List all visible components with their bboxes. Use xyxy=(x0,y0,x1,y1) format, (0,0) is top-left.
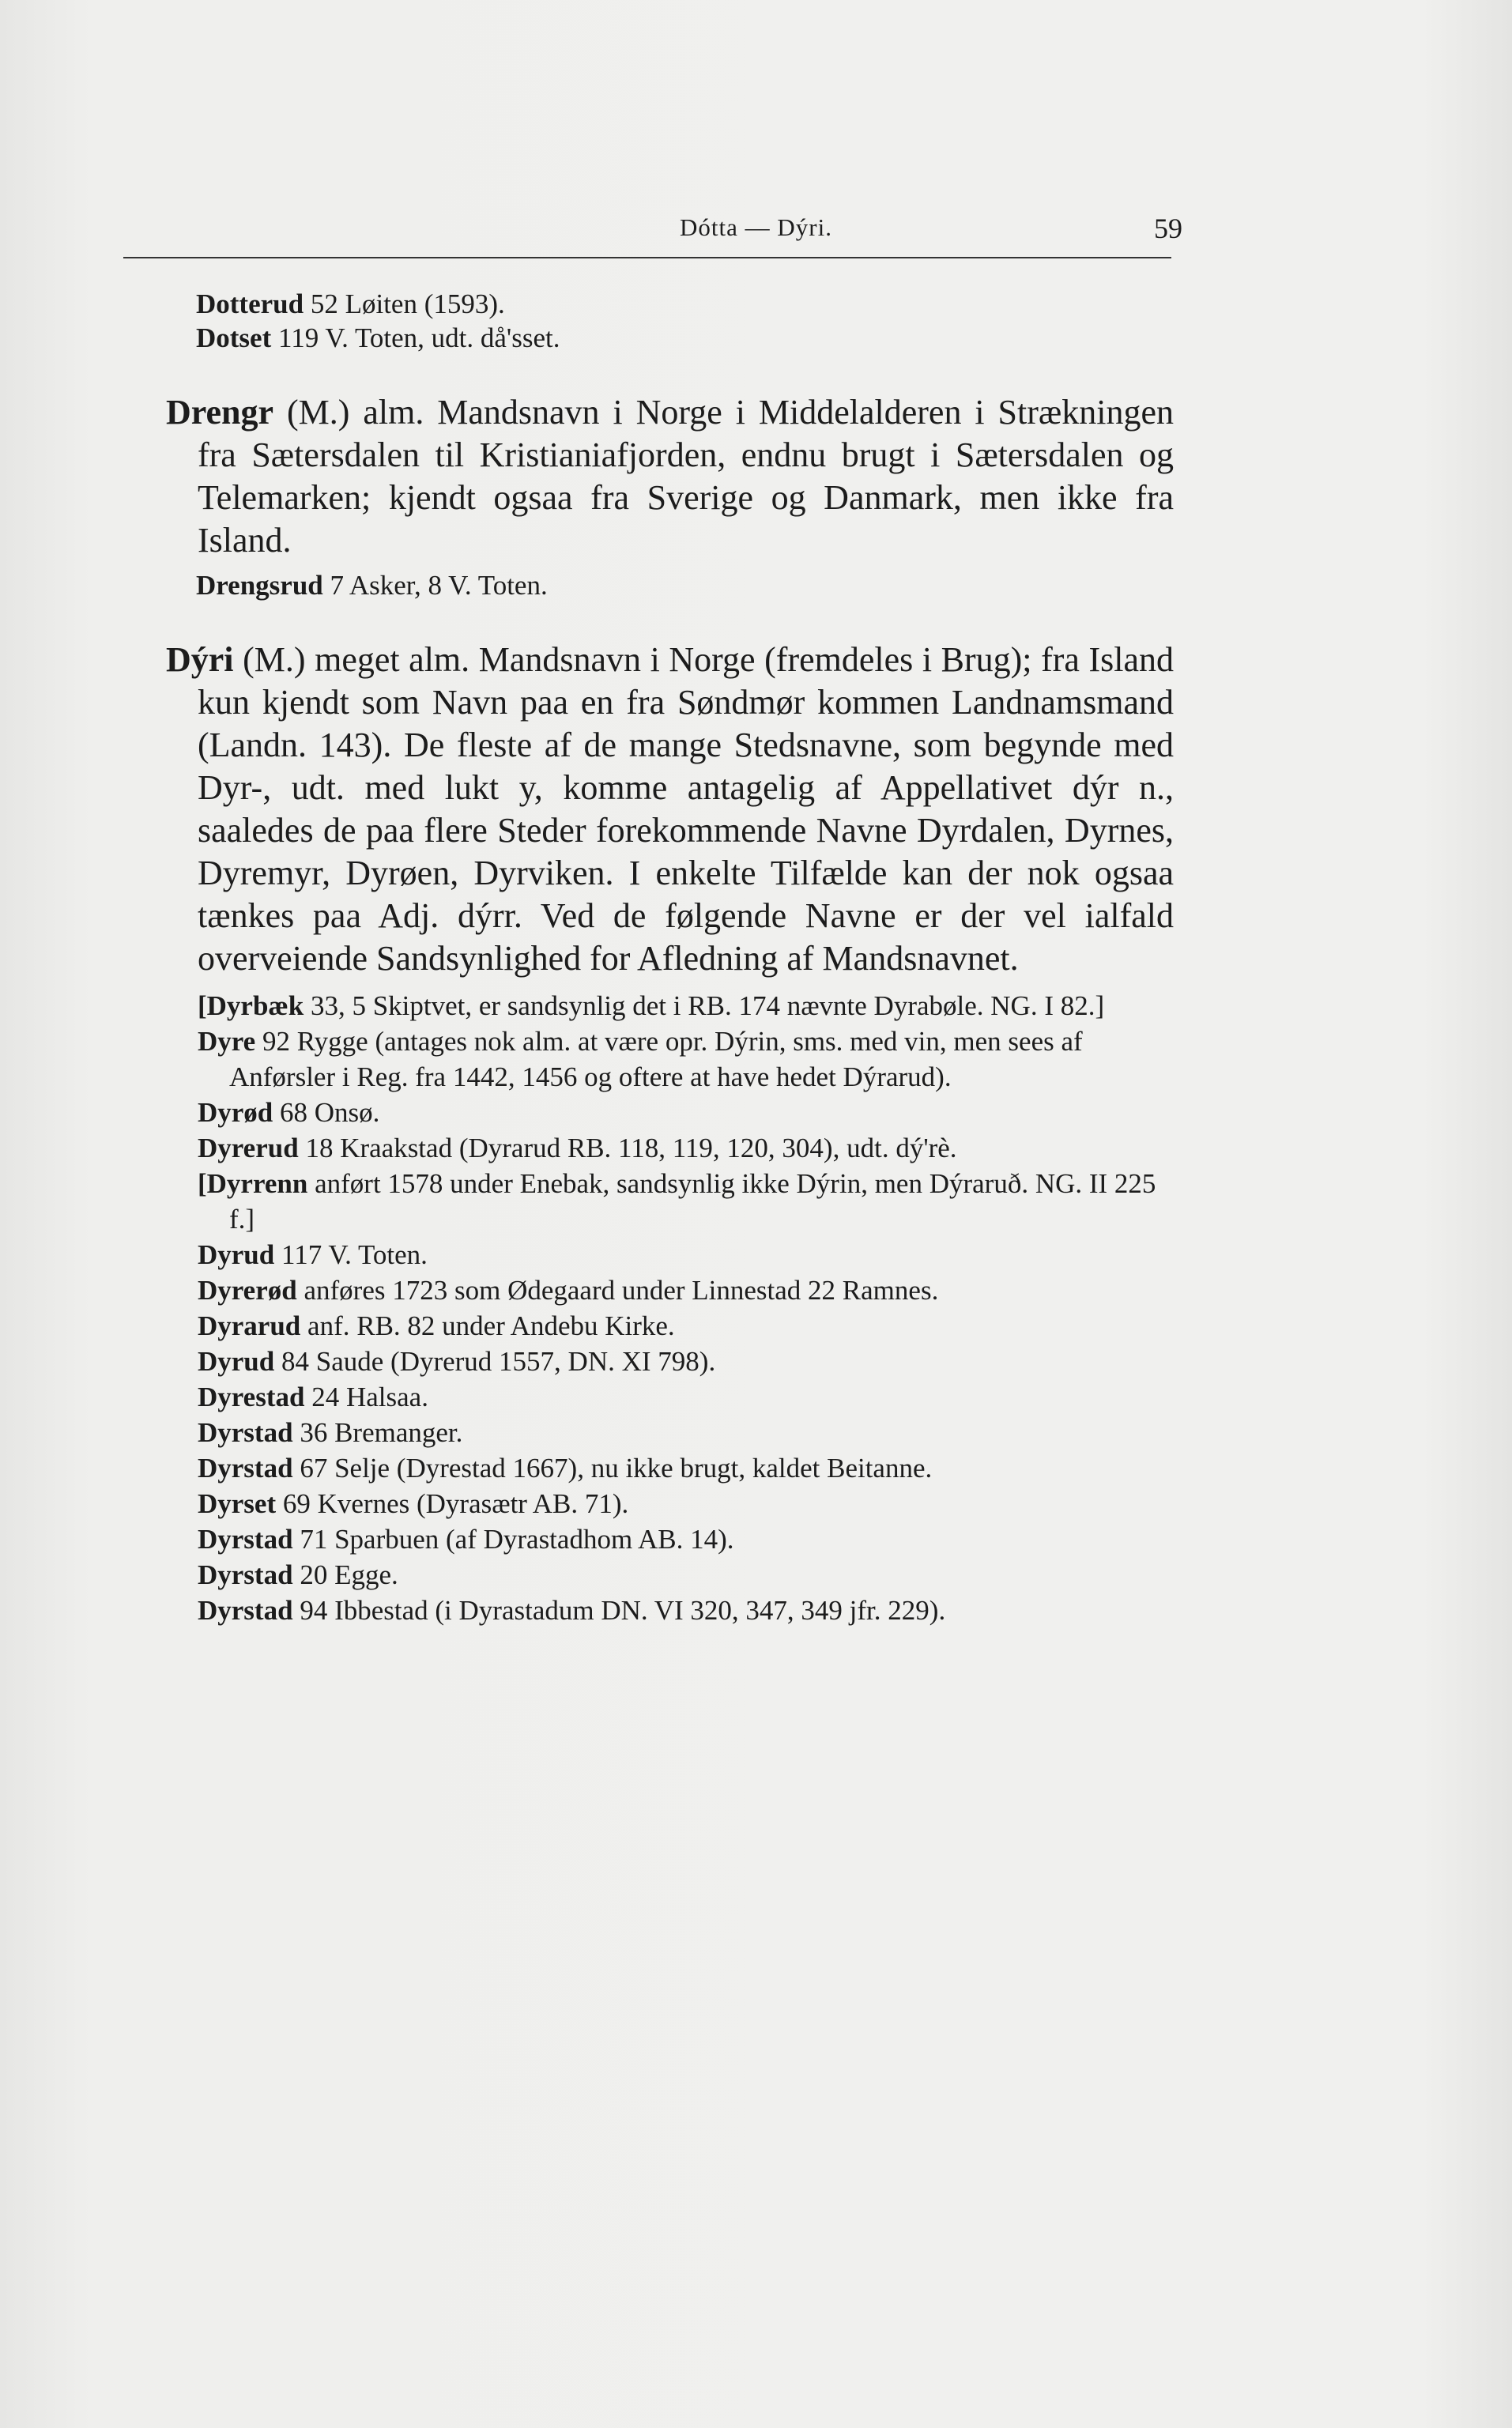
entry-text: 119 V. Toten, udt. då'sset. xyxy=(271,322,560,353)
subentry-text: 36 Bremanger. xyxy=(292,1417,463,1448)
subentry-headword: Dyrerud xyxy=(198,1133,299,1163)
subentry xyxy=(166,1521,1174,1557)
subentry-list xyxy=(166,988,1174,1628)
subentry-headword: Dyrstad xyxy=(198,1559,293,1590)
entry-dyri xyxy=(166,639,1174,980)
page-number: 59 xyxy=(1154,213,1182,244)
entry-drengsrud xyxy=(196,568,1174,602)
subentry-headword: Dyrarud xyxy=(198,1310,301,1341)
subentry-headword: Dyrstad xyxy=(198,1524,293,1555)
subentry-headword: Dyrestad xyxy=(198,1382,305,1412)
subentry-text: 117 V. Toten. xyxy=(274,1239,428,1270)
entry-text: (M.) meget alm. Mandsnavn i Norge (fremdeles i Brug); fra Island kun kjendt som Navn paa en fra Søndmør kommen Landnamsmand (Landn. 143). De fleste af de mange Stedsnavne, som begynde med Dyr-, udt. med lukt y, komme antagelig af Appellativet dýr n., saaledes de paa flere Steder forekommende Navne Dyrdalen, Dyrnes, Dyremyr, Dyrøen, Dyrviken. I enkelte Tilfælde kan der nok ogsaa tænkes paa Adj. dýrr. Ved de følgende Navne er der vel ialfald overveiende Sandsynlighed for Afledning af Mandsnavnet. xyxy=(198,640,1174,978)
entry-headword: Dýri xyxy=(166,640,234,679)
subentry-text: 69 Kvernes (Dyrasætr AB. 71). xyxy=(276,1488,629,1519)
page-body xyxy=(166,287,1174,1628)
subentry-text: 33, 5 Skiptvet, er sandsynlig det i RB. 174 nævnte Dyrabøle. NG. I 82.] xyxy=(304,990,1105,1021)
subentry-text: anført 1578 under Enebak, sandsynlig ikke Dýrin, men Dýraruð. NG. II 225 f.] xyxy=(229,1168,1156,1235)
subentry xyxy=(166,1095,1174,1130)
subentry xyxy=(166,1166,1174,1237)
subentry-headword: Dyrset xyxy=(198,1488,277,1519)
subentry xyxy=(166,1024,1174,1095)
subentry-headword: Dyrstad xyxy=(198,1595,293,1626)
subentry-headword: Dyrstad xyxy=(198,1417,293,1448)
subentry-text: 94 Ibbestad (i Dyrastadum DN. VI 320, 347, 349 jfr. 229). xyxy=(292,1595,946,1626)
subentry xyxy=(166,1237,1174,1272)
subentry xyxy=(166,1344,1174,1379)
subentry-headword: Dyrud xyxy=(198,1346,275,1377)
subentry xyxy=(166,1308,1174,1344)
subentry xyxy=(166,1272,1174,1308)
subentry-text: 71 Sparbuen (af Dyrastadhom AB. 14). xyxy=(292,1524,734,1555)
header-rule xyxy=(123,257,1171,258)
subentry-headword: Dyrstad xyxy=(198,1453,293,1484)
entry-headword: Drengr xyxy=(166,393,274,432)
subentry xyxy=(166,1130,1174,1166)
subentry xyxy=(166,1379,1174,1415)
entry-text: (M.) alm. Mandsnavn i Norge i Middelalderen i Strækningen fra Sætersdalen til Kristianiafjorden, endnu brugt i Sætersdalen og Telemarken; kjendt ogsaa fra Sverige og Danmark, men ikke fra Island. xyxy=(198,393,1174,560)
subentry xyxy=(166,988,1174,1024)
subentry-text: anf. RB. 82 under Andebu Kirke. xyxy=(300,1310,675,1341)
subentry xyxy=(166,1450,1174,1486)
subentry-text: 20 Egge. xyxy=(292,1559,398,1590)
entry-dotterud xyxy=(196,287,1174,321)
entry-drengr xyxy=(166,391,1174,562)
subentry-text: 92 Rygge (antages nok alm. at være opr. Dýrin, sms. med vin, men sees af Anførsler i Reg. fra 1442, 1456 og oftere at have hedet Dýrarud). xyxy=(229,1026,1083,1092)
subentry-headword: Dyre xyxy=(198,1026,256,1057)
subentry-text: 24 Halsaa. xyxy=(304,1382,428,1412)
subentry xyxy=(166,1593,1174,1628)
subentry-headword: Dyrød xyxy=(198,1097,273,1128)
subentry xyxy=(166,1486,1174,1521)
subentry xyxy=(166,1557,1174,1593)
entry-headword: Drengsrud xyxy=(196,570,323,601)
subentry-text: 18 Kraakstad (Dyrarud RB. 118, 119, 120, 304), udt. dý'rè. xyxy=(298,1133,957,1163)
subentry-headword: [Dyrrenn xyxy=(198,1168,308,1199)
subentry-text: 67 Selje (Dyrestad 1667), nu ikke brugt, kaldet Beitanne. xyxy=(292,1453,933,1484)
subentry xyxy=(166,1415,1174,1450)
subentry-headword: Dyrerød xyxy=(198,1275,297,1306)
entry-text: 52 Løiten (1593). xyxy=(304,288,505,319)
subentry-headword: [Dyrbæk xyxy=(198,990,304,1021)
entry-text: 7 Asker, 8 V. Toten. xyxy=(322,570,548,601)
subentry-text: 68 Onsø. xyxy=(273,1097,380,1128)
subentry-text: 84 Saude (Dyrerud 1557, DN. XI 798). xyxy=(274,1346,716,1377)
entry-dotset xyxy=(196,321,1174,355)
subentry-text: anføres 1723 som Ødegaard under Linnestad 22 Ramnes. xyxy=(296,1275,939,1306)
running-head: Dótta — Dýri. xyxy=(680,213,832,241)
entry-headword: Dotterud xyxy=(196,288,304,319)
subentry-headword: Dyrud xyxy=(198,1239,275,1270)
entry-headword: Dotset xyxy=(196,322,272,353)
